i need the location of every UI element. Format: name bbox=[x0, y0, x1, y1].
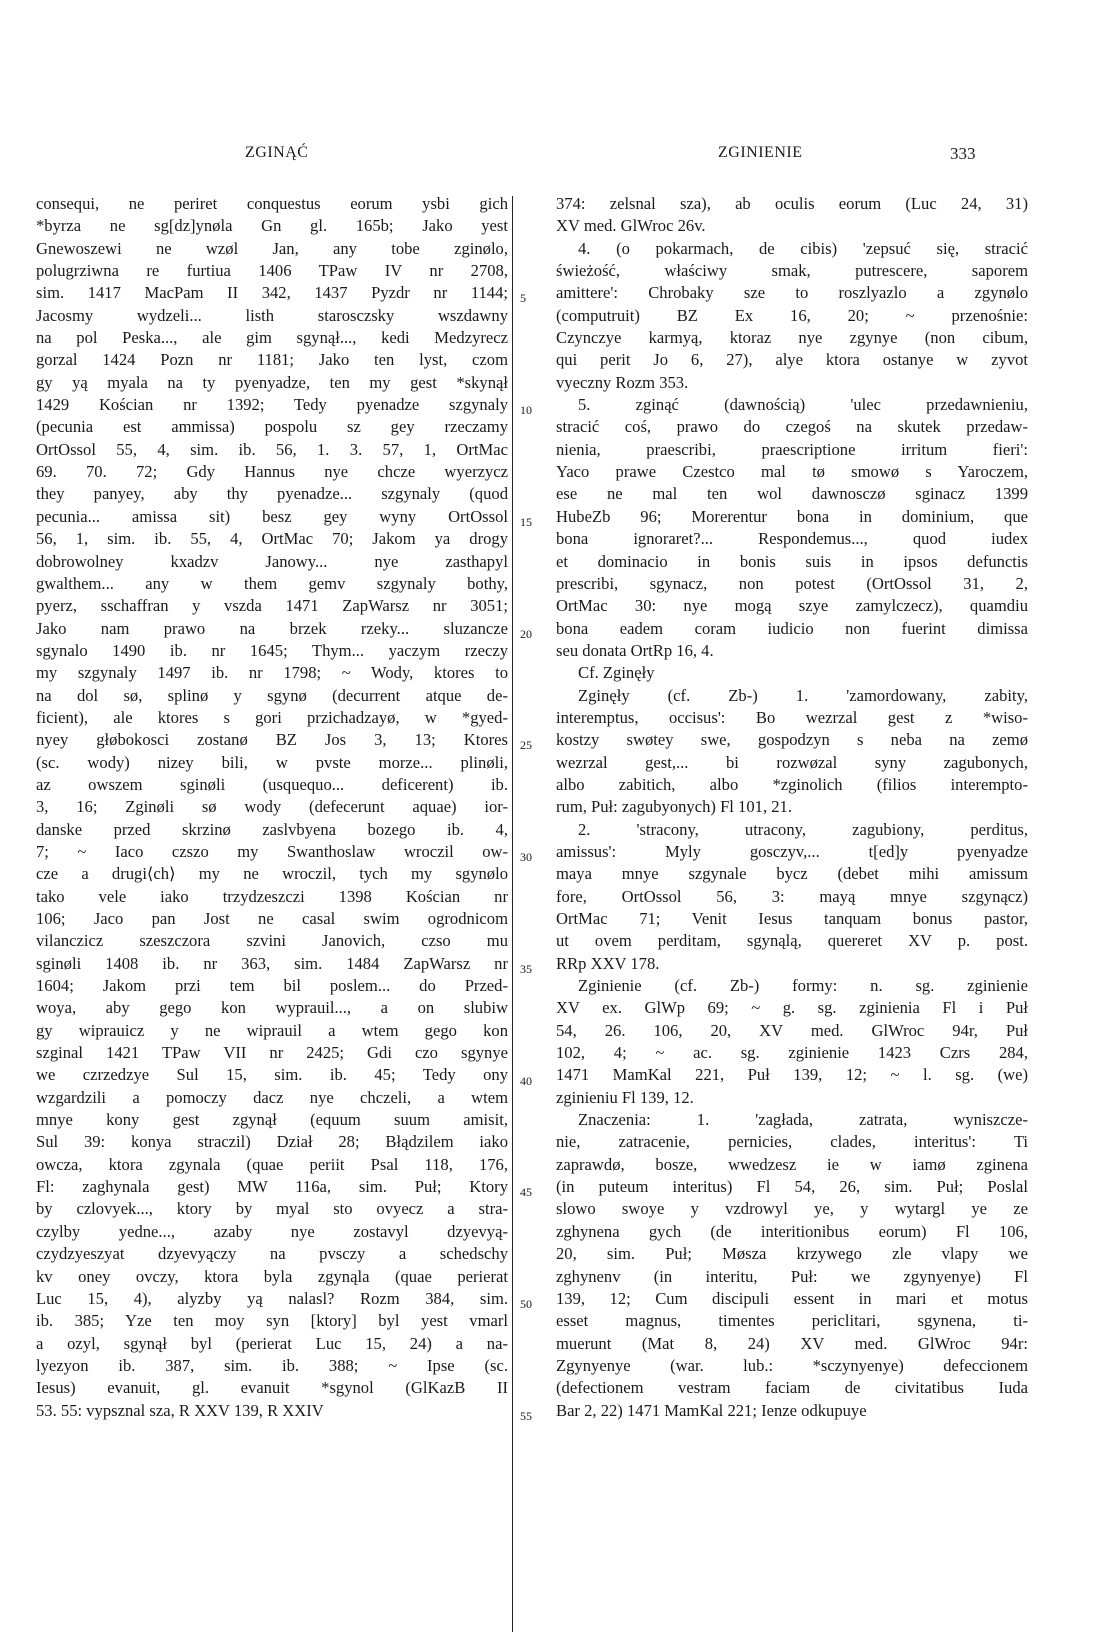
text-line: Yaco prawe Czestco mal tø smowø s Yaroczem, bbox=[556, 462, 1028, 482]
text-line: 139, 12; Cum discipuli essent in mari et motus bbox=[556, 1288, 1028, 1308]
running-head-left: ZGINĄĆ bbox=[245, 144, 309, 161]
text-line: slowo swoye y vzdrowyl ye, y wytargl ye ze bbox=[556, 1199, 1028, 1219]
text-line: szginal 1421 TPaw VII nr 2425; Gdi czo sgynye bbox=[36, 1043, 508, 1063]
text-line: 69. 70. 72; Gdy Hannus nye chcze wyerzycz bbox=[36, 462, 508, 482]
text-line: zghynena gych (de interitionibus eorum) Fl 106, bbox=[556, 1221, 1028, 1241]
line-number: 20 bbox=[520, 626, 532, 641]
text-line: maya mnye szgynale bycz (debet mihi amissum bbox=[556, 864, 1028, 884]
text-line: na dol sø, splinø y sgynø (decurrent atque de- bbox=[36, 685, 508, 705]
text-line: *byrza ne sg[dz]ynøla Gn gl. 165b; Jako yest bbox=[36, 216, 508, 236]
text-line: a ozyl, sgynął byl (perierat Luc 15, 24) a na- bbox=[36, 1333, 508, 1353]
text-line: ficient), ale ktores s gori przichadzayø, w *gyed- bbox=[36, 707, 508, 727]
text-line: danske przed skrzinø zaslvbyena bozego ib. 4, bbox=[36, 819, 508, 839]
line-number: 10 bbox=[520, 403, 532, 418]
text-line: gy yą myala na ty pyenyadze, ten my gest *skynął bbox=[36, 372, 508, 392]
text-line: RRp XXV 178. bbox=[556, 953, 660, 973]
text-line: woya, aby gego kon wyprauil..., a on slubiw bbox=[36, 998, 508, 1018]
text-line: XV ex. GlWp 69; ~ g. sg. zginienia Fl i Puł bbox=[556, 998, 1028, 1018]
text-line: OrtMac 71; Venit Iesus tanquam bonus pastor, bbox=[556, 909, 1028, 928]
text-line: czydzyeszyat dzyevyączy na pvsczy a schedschy bbox=[36, 1244, 508, 1264]
text-line: esset magnus, timentes periclitari, sgynena, ti- bbox=[556, 1311, 1028, 1331]
running-head-center: ZGINIENIE bbox=[718, 144, 803, 161]
text-line: Iesus) evanuit, gl. evanuit *sgynol (GlKazB II bbox=[36, 1378, 508, 1398]
line-number: 5 bbox=[520, 291, 526, 306]
text-line: qui perit Jo 6, 27), alye ktora ostanye w zyvot bbox=[556, 350, 1028, 370]
text-line: 20, sim. Puł; Møsza krzywego zle vlapy we bbox=[556, 1244, 1028, 1264]
text-line: Jacosmy wydzeli... listh starosczsky wszdawny bbox=[36, 305, 508, 325]
text-line: na pol Peska..., ale gim sgynął..., kedi Medzyrecz bbox=[36, 328, 508, 348]
text-line: Czynczye karmyą, ktoraz nye zgynye (non cibum, bbox=[556, 328, 1028, 348]
text-line: interemptus, occisus': Bo wezrzal gest z *wiso- bbox=[556, 707, 1028, 727]
text-line: 106; Jaco pan Jost ne casal swim ogrodnicom bbox=[36, 909, 508, 928]
left-column bbox=[36, 193, 508, 1422]
text-line: amittere': Chrobaky sze to roszlyazlo a zgynølo bbox=[556, 283, 1028, 303]
text-line: my szgynaly 1497 ib. nr 1798; ~ Wody, ktores to bbox=[36, 663, 508, 683]
text-line: kv oney ovczy, ktora byla zgynąla (quae perierat bbox=[36, 1266, 508, 1286]
text-line: świeżość, właściwy smak, putrescere, saporem bbox=[556, 261, 1028, 281]
text-line: 4. (o pokarmach, de cibis) 'zepsuć się, stracić bbox=[578, 238, 1028, 258]
page-number: 333 bbox=[950, 144, 976, 163]
text-line: vyeczny Rozm 353. bbox=[556, 372, 689, 392]
text-line: OrtMac 30: nye mogą szye zamylczecz), quamdiu bbox=[556, 596, 1028, 616]
text-line: 1471 MamKal 221, Puł 139, 12; ~ l. sg. (we) bbox=[556, 1065, 1028, 1085]
text-line: Fl: zaghynala gest) MW 116a, sim. Puł; Ktory bbox=[36, 1177, 508, 1197]
text-line: Jako nam prawo na brzek rzeky... sluzancze bbox=[36, 618, 508, 638]
text-line: tako vele iako trzydzeszczi 1398 Kościan nr bbox=[36, 886, 508, 906]
text-line: wezrzal gest,... bi rozwøzal syny zagubonych, bbox=[556, 752, 1028, 772]
right-column bbox=[556, 193, 1028, 1422]
text-line: owcza, ktora zgynala (quae periit Psal 118, 176, bbox=[36, 1154, 508, 1174]
text-line: by czlovyek..., ktory by myal sto ovyecz a stra- bbox=[36, 1199, 508, 1219]
text-line: sginøli 1408 ib. nr 363, sim. 1484 ZapWarsz nr bbox=[36, 953, 508, 973]
text-line: sim. 1417 MacPam II 342, 1437 Pyzdr nr 1144; bbox=[36, 283, 508, 303]
column-divider bbox=[512, 196, 513, 1632]
text-line: 102, 4; ~ ac. sg. zginienie 1423 Czrs 284, bbox=[556, 1043, 1028, 1063]
text-line: sgynalo 1490 ib. nr 1645; Thym... yaczym rzeczy bbox=[36, 640, 508, 660]
text-line: Bar 2, 22) 1471 MamKal 221; Ienze odkupuye bbox=[556, 1400, 867, 1420]
text-line: czylby yedne..., azaby nye zostavyl dzyevyą- bbox=[36, 1221, 508, 1241]
text-line: Znaczenia: 1. 'zagłada, zatrata, wyniszcze- bbox=[578, 1110, 1028, 1130]
text-line: Cf. Zginęły bbox=[578, 663, 655, 683]
text-line: 3, 16; Zginøli sø wody (defecerunt aquae) ior- bbox=[36, 797, 508, 817]
page-header bbox=[0, 144, 1108, 168]
text-line: 374: zelsnal sza), ab oculis eorum (Luc 24, 31) bbox=[556, 194, 1028, 213]
text-line: HubeZb 96; Morerentur bona in dominium, que bbox=[556, 506, 1028, 526]
text-line: polugrziwna re furtiua 1406 TPaw IV nr 2708, bbox=[36, 261, 508, 281]
text-line: 7; ~ Iaco czszo my Swanthoslaw wroczil ow- bbox=[36, 841, 508, 861]
text-line: 1429 Kościan nr 1392; Tedy pyenadze szgynaly bbox=[36, 395, 508, 415]
text-line: ese ne mal ten wol dawnosczø sginacz 1399 bbox=[556, 484, 1028, 504]
text-line: nienia, praescribi, praescriptione irritum fieri': bbox=[556, 439, 1028, 459]
line-number: 50 bbox=[520, 1297, 532, 1312]
text-line: 5. zginąć (dawnością) 'ulec przedawnieniu, bbox=[578, 395, 1028, 415]
text-line: stracić coś, prawo do czegoś na skutek przedaw- bbox=[556, 417, 1028, 437]
text-line: dobrowolney kxadzv Janowy... nye zasthapyl bbox=[36, 551, 508, 571]
text-line: (in puteum interitus) Fl 54, 26, sim. Puł; Poslal bbox=[556, 1177, 1028, 1197]
text-line: Zginęły (cf. Zb-) 1. 'zamordowany, zabity, bbox=[578, 685, 1028, 705]
text-line: az owszem sginøli (usquequo... deficerent) ib. bbox=[36, 774, 508, 794]
text-line: pecunia... amissa sit) besz gey wyny OrtOssol bbox=[36, 506, 508, 526]
text-line: (sc. wody) nizey bili, w pvste morze... plinøli, bbox=[36, 752, 508, 772]
line-number: 40 bbox=[520, 1073, 532, 1088]
text-line: (computruit) BZ Ex 16, 20; ~ przenośnie: bbox=[556, 305, 1028, 325]
text-line: seu donata OrtRp 16, 4. bbox=[556, 640, 714, 660]
text-line: we czrzedzye Sul 15, sim. ib. 45; Tedy ony bbox=[36, 1065, 508, 1085]
text-line: 53. 55: vypsznal sza, R XXV 139, R XXIV bbox=[36, 1400, 324, 1420]
text-line: albo zabitich, albo *zginolich (filios interempto- bbox=[556, 774, 1028, 794]
text-line: rum, Puł: zagubyonych) Fl 101, 21. bbox=[556, 797, 792, 817]
text-line: zaprawdø, bosze, wwedzesz ie w iamø zginena bbox=[556, 1154, 1028, 1174]
line-number: 35 bbox=[520, 961, 532, 976]
text-line: et dominacio in bonis suis in ipsos defunctis bbox=[556, 551, 1028, 571]
text-line: (pecunia est ammissa) pospolu sz gey rzeczamy bbox=[36, 417, 508, 437]
text-line: fore, OrtOssol 56, 3: mayą mnye szgynącz) bbox=[556, 886, 1028, 906]
text-line: bona ignoraret?... Respondemus..., quod iudex bbox=[556, 529, 1028, 549]
text-line: lyezyon ib. 387, sim. ib. 388; ~ Ipse (sc. bbox=[36, 1355, 508, 1375]
text-line: bona eadem coram iudicio non fuerint dimissa bbox=[556, 618, 1028, 638]
text-line: they panyey, aby thy pyenadze... szgynaly (quod bbox=[36, 484, 508, 504]
text-line: gy wiprauicz y ne wiprauil a wtem gego kon bbox=[36, 1020, 508, 1040]
text-line: mnye kony gest zgynął (equum suum amisit, bbox=[36, 1110, 508, 1130]
text-line: nie, zatracenie, pernicies, clades, interitus': Ti bbox=[556, 1132, 1028, 1152]
text-line: OrtOssol 55, 4, sim. ib. 56, 1. 3. 57, 1, OrtMac bbox=[36, 439, 508, 459]
line-number: 15 bbox=[520, 514, 532, 529]
text-line: 56, 1, sim. ib. 55, 4, OrtMac 70; Jakom ya drogy bbox=[36, 529, 508, 549]
text-line: pyerz, sschaffran y vszda 1471 ZapWarsz nr 3051; bbox=[36, 596, 508, 616]
text-line: kostzy swøtey swe, gospodzyn s neba na zemø bbox=[556, 730, 1028, 750]
text-line: Gnewoszewi ne wzøl Jan, any tobe zginølo, bbox=[36, 238, 508, 258]
text-line: cze a drugi⟨ch⟩ my ne wroczil, tych my sgynølo bbox=[36, 864, 508, 884]
text-line: gorzal 1424 Pozn nr 1181; Jako ten lyst, czom bbox=[36, 350, 508, 370]
line-number: 45 bbox=[520, 1185, 532, 1200]
text-line: zghynenv (in interitu, Puł: we zgynyenye) Fl bbox=[556, 1266, 1028, 1286]
text-line: consequi, ne periret conquestus eorum ysbi gich bbox=[36, 194, 508, 213]
text-line: gwalthem... any w them gemv szgynaly bothy, bbox=[36, 573, 508, 593]
text-line: Zginienie (cf. Zb-) formy: n. sg. zginienie bbox=[578, 976, 1028, 996]
text-line: zginieniu Fl 139, 12. bbox=[556, 1087, 694, 1107]
text-line: 54, 26. 106, 20, XV med. GlWroc 94r, Puł bbox=[556, 1020, 1028, 1040]
text-line: ut ovem perditam, sgynąlą, quereret XV p. post. bbox=[556, 931, 1028, 951]
line-number: 55 bbox=[520, 1408, 532, 1423]
line-number: 25 bbox=[520, 738, 532, 753]
text-line: Luc 15, 4), alyzby yą nalasl? Rozm 384, sim. bbox=[36, 1288, 508, 1308]
text-line: vilanczicz szeszczora szvini Janovich, czso mu bbox=[36, 931, 508, 951]
text-line: wzgardzili a pomoczy dacz nye chczeli, a wtem bbox=[36, 1087, 508, 1107]
text-line: 1604; Jakom przi tem bil poslem... do Przed- bbox=[36, 976, 508, 996]
text-line: XV med. GlWroc 26v. bbox=[556, 216, 706, 236]
line-number: 30 bbox=[520, 850, 532, 865]
text-line: nyey głøbokosci zostanø BZ Jos 3, 13; Ktores bbox=[36, 730, 508, 750]
text-line: Zgynyenye (war. lub.: *sczynyenye) defeccionem bbox=[556, 1355, 1028, 1375]
text-line: Sul 39: konya straczil) Dział 28; Błądzilem iako bbox=[36, 1132, 508, 1152]
text-line: 2. 'stracony, utracony, zagubiony, perditus, bbox=[578, 819, 1028, 839]
text-line: (defectionem vestram faciam de civitatibus Iuda bbox=[556, 1378, 1028, 1398]
text-line: ib. 385; Yze ten moy syn [ktory] byl yest vmarl bbox=[36, 1311, 508, 1331]
text-line: prescribi, sgynacz, non potest (OrtOssol 31, 2, bbox=[556, 573, 1028, 593]
text-line: amissus': Myly gosczyv,... t[ed]y pyenyadze bbox=[556, 841, 1028, 861]
text-line: muerunt (Mat 8, 24) XV med. GlWroc 94r: bbox=[556, 1333, 1028, 1353]
